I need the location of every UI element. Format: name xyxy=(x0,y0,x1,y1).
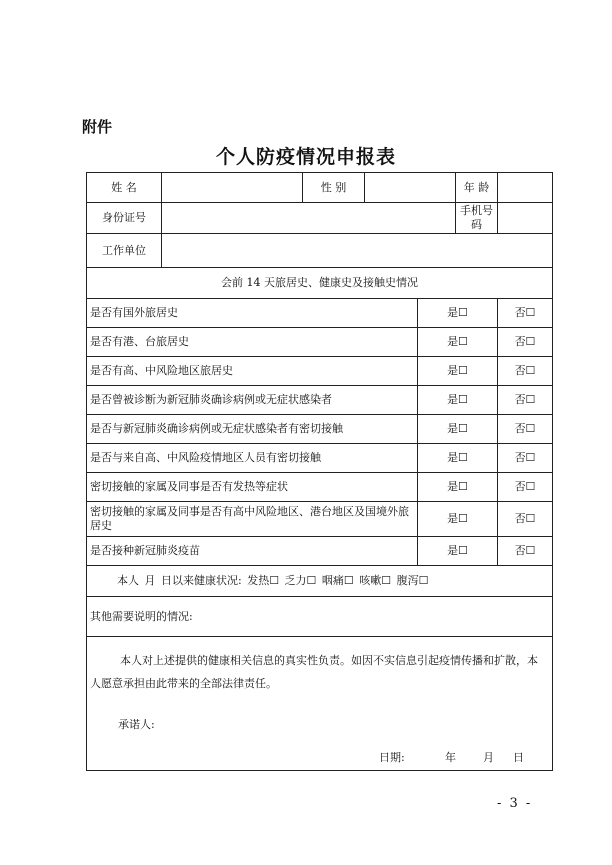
id-row xyxy=(87,203,553,234)
question-row xyxy=(87,444,553,473)
question-text: 是否与来自高、中风险疫情地区人员有密切接触 xyxy=(87,444,418,473)
month-label: 月 xyxy=(483,751,494,764)
no-checkbox[interactable]: 否☐ xyxy=(498,386,553,415)
no-checkbox[interactable]: 否☐ xyxy=(498,415,553,444)
declaration-form-table xyxy=(86,172,553,771)
question-row xyxy=(87,299,553,328)
page-number: - 3 - xyxy=(497,796,533,811)
other-notes-label[interactable]: 其他需要说明的情况: xyxy=(87,597,553,637)
yes-checkbox[interactable]: 是☐ xyxy=(418,357,498,386)
id-label: 身份证号 xyxy=(87,203,162,234)
no-checkbox[interactable]: 否☐ xyxy=(498,357,553,386)
no-checkbox[interactable]: 否☐ xyxy=(498,502,553,537)
no-checkbox[interactable]: 否☐ xyxy=(498,473,553,502)
question-row xyxy=(87,473,553,502)
question-row xyxy=(87,357,553,386)
no-checkbox[interactable]: 否☐ xyxy=(498,299,553,328)
yes-checkbox[interactable]: 是☐ xyxy=(418,299,498,328)
declaration-row xyxy=(87,637,553,771)
no-checkbox[interactable]: 否☐ xyxy=(498,444,553,473)
gender-field[interactable] xyxy=(365,173,456,203)
yes-checkbox[interactable]: 是☐ xyxy=(418,415,498,444)
work-row xyxy=(87,234,553,268)
no-checkbox[interactable]: 否☐ xyxy=(498,328,553,357)
question-text: 是否有国外旅居史 xyxy=(87,299,418,328)
form-title: 个人防疫情况申报表 xyxy=(215,146,396,168)
age-label: 年 龄 xyxy=(456,173,498,203)
year-label: 年 xyxy=(445,751,456,764)
phone-label: 手机号码 xyxy=(456,203,498,234)
phone-field[interactable] xyxy=(498,203,553,234)
question-text: 是否有高、中风险地区旅居史 xyxy=(87,357,418,386)
declaration-cell xyxy=(87,637,553,771)
yes-checkbox[interactable]: 是☐ xyxy=(418,386,498,415)
work-field[interactable] xyxy=(162,234,553,268)
section-row xyxy=(87,268,553,299)
date-label: 日期: xyxy=(379,751,405,764)
health-status-row xyxy=(87,566,553,597)
question-row xyxy=(87,502,553,537)
no-checkbox[interactable]: 否☐ xyxy=(498,537,553,566)
attachment-label: 附件 xyxy=(82,118,113,136)
section-title: 会前 14 天旅居史、健康史及接触史情况 xyxy=(87,268,553,299)
yes-checkbox[interactable]: 是☐ xyxy=(418,444,498,473)
declaration-text: 本人对上述提供的健康相关信息的真实性负责。如因不实信息引起疫情传播和扩散，本人愿意承担由此带来的全部法律责任。 xyxy=(90,654,538,690)
question-row xyxy=(87,415,553,444)
yes-checkbox[interactable]: 是☐ xyxy=(418,537,498,566)
work-label: 工作单位 xyxy=(87,234,162,268)
yes-checkbox[interactable]: 是☐ xyxy=(418,502,498,537)
question-row xyxy=(87,537,553,566)
gender-label: 性 别 xyxy=(303,173,365,203)
health-status-text[interactable]: 本人 月 日以来健康状况: 发热☐ 乏力☐ 咽痛☐ 咳嗽☐ 腹泻☐ xyxy=(87,566,553,597)
question-row xyxy=(87,328,553,357)
signer-label[interactable]: 承诺人: xyxy=(118,718,155,731)
question-text: 是否与新冠肺炎确诊病例或无症状感染者有密切接触 xyxy=(87,415,418,444)
name-label: 姓 名 xyxy=(87,173,162,203)
question-row xyxy=(87,386,553,415)
day-label: 日 xyxy=(513,751,524,764)
date-line[interactable] xyxy=(379,751,524,765)
question-text: 是否接种新冠肺炎疫苗 xyxy=(87,537,418,566)
question-text: 是否有港、台旅居史 xyxy=(87,328,418,357)
name-row xyxy=(87,173,553,203)
yes-checkbox[interactable]: 是☐ xyxy=(418,328,498,357)
id-field[interactable] xyxy=(162,203,456,234)
question-text: 是否曾被诊断为新冠肺炎确诊病例或无症状感染者 xyxy=(87,386,418,415)
age-field[interactable] xyxy=(498,173,553,203)
name-field[interactable] xyxy=(162,173,303,203)
question-text: 密切接触的家属及同事是否有高中风险地区、港台地区及国境外旅居史 xyxy=(87,502,418,537)
yes-checkbox[interactable]: 是☐ xyxy=(418,473,498,502)
question-text: 密切接触的家属及同事是否有发热等症状 xyxy=(87,473,418,502)
other-notes-row xyxy=(87,597,553,637)
